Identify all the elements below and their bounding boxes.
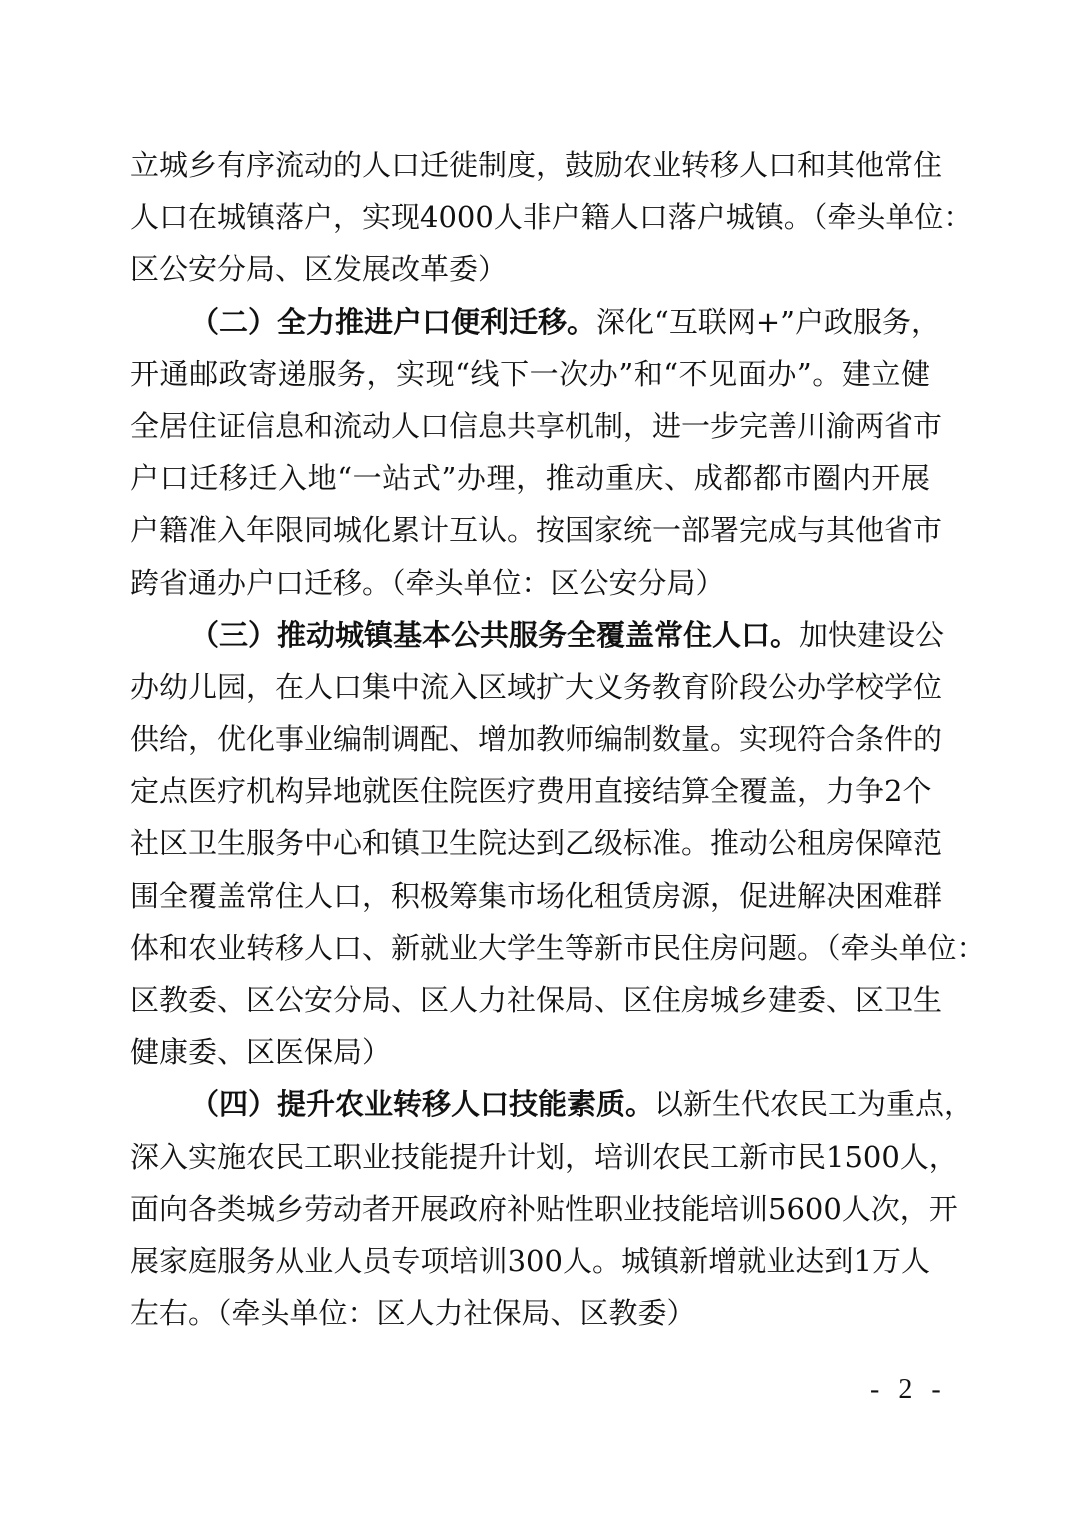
text-line	[130, 870, 943, 922]
body-text: 户籍准入年限同城化累计互认。按国家统一部署完成与其他省市	[130, 513, 943, 548]
text-line	[130, 661, 943, 713]
text-line	[130, 817, 943, 869]
body-text: 立城乡有序流动的人口迁徙制度，鼓励农业转移人口和其他常住	[130, 148, 943, 182]
document-body	[130, 139, 986, 1339]
section-heading: （二）全力推进户口便利迁移。	[190, 304, 597, 339]
body-text: 办幼儿园，在人口集中流入区域扩大义务教育阶段公办学校学位	[130, 669, 943, 704]
body-text: 展家庭服务从业人员专项培训300人。城镇新增就业达到1万人	[130, 1243, 930, 1278]
body-text: 定点医疗机构异地就医住院医疗费用直接结算全覆盖，力争2个	[130, 774, 932, 809]
text-line	[130, 1131, 958, 1183]
body-text: 左右。	[130, 1296, 218, 1331]
lead-unit-note: 区教委、区公安分局、区人力社保局、区住房城乡建委、区卫生	[130, 983, 943, 1017]
body-text: 围全覆盖常住人口，积极筹集市场化租赁房源，促进解决困难群	[130, 878, 943, 913]
text-line	[130, 1183, 958, 1235]
lead-unit-note: （牵头单位：	[812, 200, 973, 235]
body-text: 体和农业转移人口、新就业大学生等新市民住房问题。	[130, 930, 827, 965]
text-line	[130, 1235, 930, 1287]
section-heading: （四）提升农业转移人口技能素质。	[190, 1087, 655, 1122]
text-line	[130, 765, 930, 817]
body-text: 户口迁移迁入地“一站式”办理，推动重庆、成都都市圈内开展	[130, 461, 930, 496]
body-text: 面向各类城乡劳动者开展政府补贴性职业技能培训5600人次，开	[130, 1191, 958, 1226]
text-line	[130, 713, 943, 765]
body-text: 跨省通办户口迁移。	[130, 565, 392, 600]
body-text: 加快建设公	[799, 617, 945, 652]
text-line	[130, 557, 930, 609]
body-text: 全居住证信息和流动人口信息共享机制，进一步完善川渝两省市	[130, 408, 943, 443]
section-heading: （三）推动城镇基本公共服务全覆盖常住人口。	[190, 617, 800, 652]
lead-unit-note: 健康委、区医保局）	[130, 1035, 392, 1070]
text-line	[130, 974, 943, 1026]
body-text: 开通邮政寄递服务，实现“线下一次办”和“不见面办”。建立健	[130, 356, 930, 391]
text-line	[130, 609, 945, 661]
text-line	[130, 504, 943, 556]
body-text: 人口在城镇落户，实现4000人非户籍人口落户城镇。	[130, 200, 813, 235]
text-line	[130, 1078, 974, 1130]
text-line	[130, 1287, 930, 1339]
text-line	[130, 922, 986, 974]
lead-unit-note: 区公安分局、区发展改革委）	[130, 252, 508, 287]
body-text: 以新生代农民工为重点，	[654, 1087, 974, 1122]
lead-unit-note: （牵头单位：区人力社保局、区教委）	[217, 1296, 696, 1331]
body-text: 深入实施农民工职业技能提升计划，培训农民工新市民1500人，	[130, 1139, 958, 1174]
text-line	[130, 243, 930, 295]
body-text: 深化“互联网+”户政服务，	[596, 304, 940, 339]
lead-unit-note: （牵头单位：	[826, 930, 986, 965]
text-line	[130, 348, 930, 400]
text-line	[130, 452, 930, 504]
page-number: - 2 -	[870, 1374, 947, 1405]
lead-unit-note: （牵头单位：区公安分局）	[391, 565, 725, 600]
text-line	[130, 139, 943, 191]
body-text: 社区卫生服务中心和镇卫生院达到乙级标准。推动公租房保障范	[130, 826, 943, 861]
text-line	[130, 191, 973, 243]
body-text: 供给，优化事业编制调配、增加教师编制数量。实现符合条件的	[130, 722, 943, 757]
text-line	[130, 296, 940, 348]
text-line	[130, 1026, 930, 1078]
text-line	[130, 400, 943, 452]
